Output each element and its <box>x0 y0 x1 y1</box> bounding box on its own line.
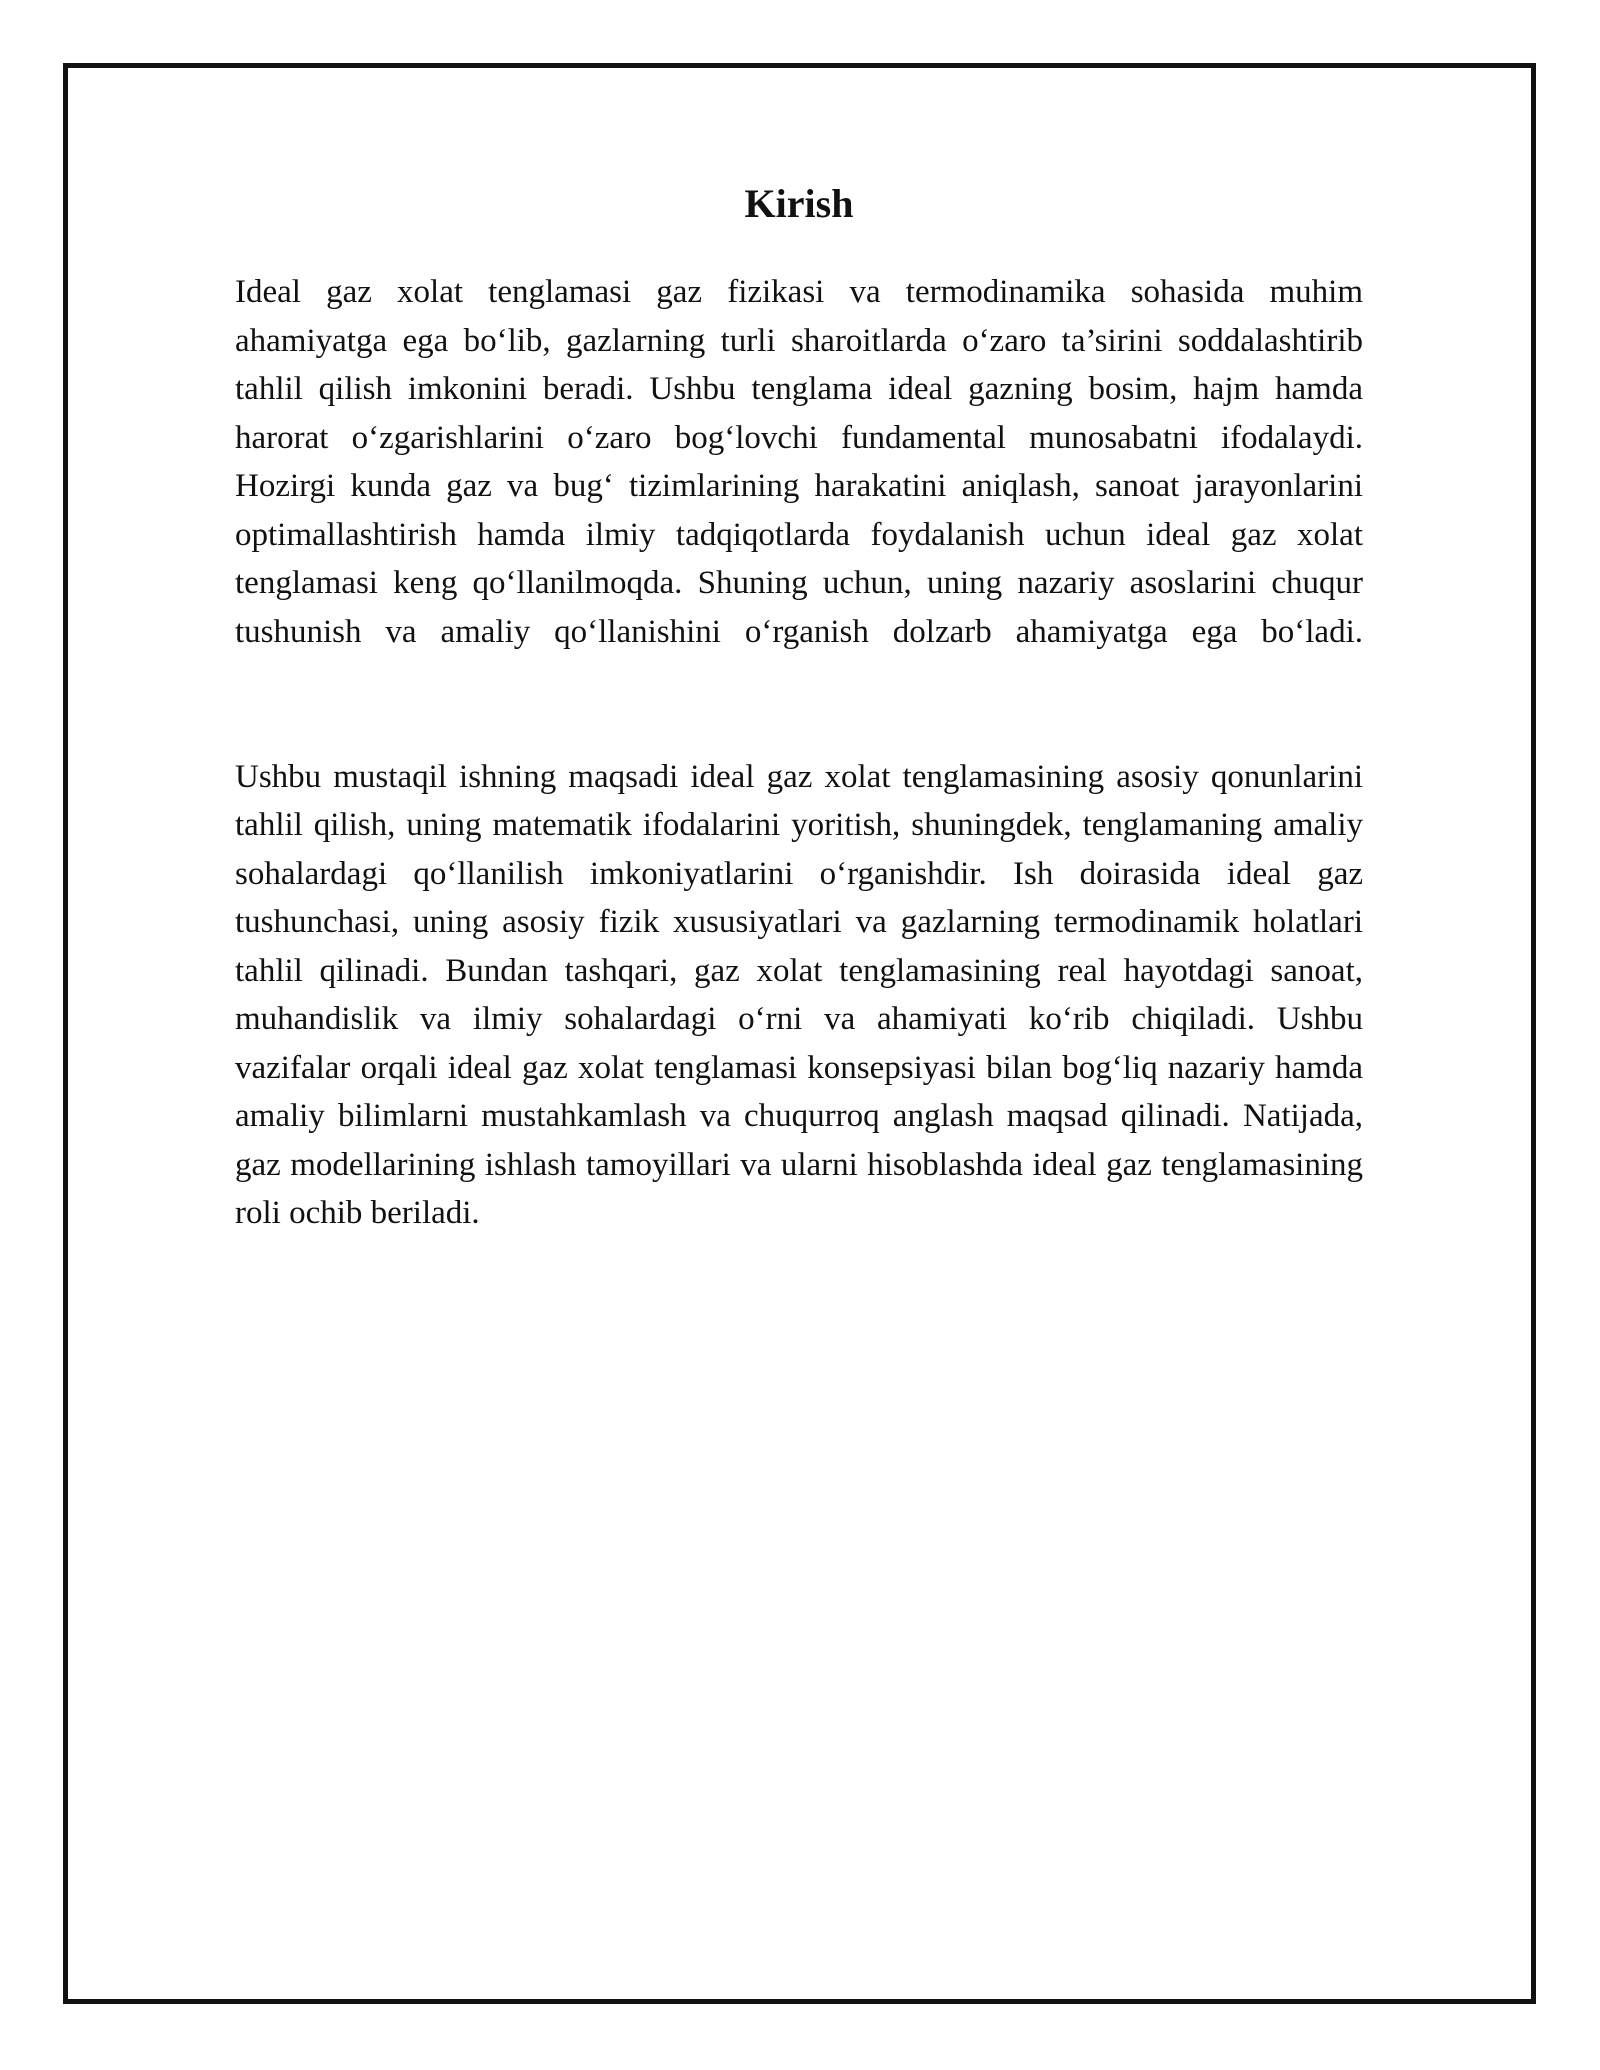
page-content <box>235 180 1363 1238</box>
paragraph-objective: Ushbu mustaqil ishning maqsadi ideal gaz xolat tenglamasining asosiy qonunlarini tahlil qilish, uning matematik ifodalarini yoritish, shuningdek, tenglamaning amaliy sohalardagi qo‘llanilish imkoniyatlarini o‘rganishdir. Ish doirasida ideal gaz tushunchasi, uning asosiy fizik xususiyatlari va gazlarning termodinamik holatlari tahlil qilinadi. Bundan tashqari, gaz xolat tenglamasining real hayotdagi sanoat, muhandislik va ilmiy sohalardagi o‘rni va ahamiyati ko‘rib chiqiladi. Ushbu vazifalar orqali ideal gaz xolat tenglamasi konsepsiyasi bilan bog‘liq nazariy hamda amaliy bilimlarni mustahkamlash va chuqurroq anglash maqsad qilinadi. Natijada, gaz modellarining ishlash tamoyillari va ularni hisoblashda ideal gaz tenglamasining roli ochib beriladi. <box>235 758 1363 1231</box>
page-title: Kirish <box>744 181 854 226</box>
paragraph-introduction: Ideal gaz xolat tenglamasi gaz fizikasi va termodinamika sohasida muhim ahamiyatga ega bo‘lib, gazlarning turli sharoitlarda o‘zaro ta’sirini soddalashtirib tahlil qilish imkonini beradi. Ushbu tenglama ideal gazning bosim, hajm hamda harorat o‘zgarishlarini o‘zaro bog‘lovchi fundamental munosabatni ifodalaydi. Hozirgi kunda gaz va bug‘ tizimlarining harakatini aniqlash, sanoat jarayonlarini optimallashtirish hamda ilmiy tadqiqotlarda foydalanish uchun ideal gaz xolat tenglamasi keng qo‘llanilmoqda. Shuning uchun, uning nazariy asoslarini chuqur tushunish va amaliy qo‘llanishini o‘rganish dolzarb ahamiyatga ega bo‘ladi. <box>235 274 1363 650</box>
